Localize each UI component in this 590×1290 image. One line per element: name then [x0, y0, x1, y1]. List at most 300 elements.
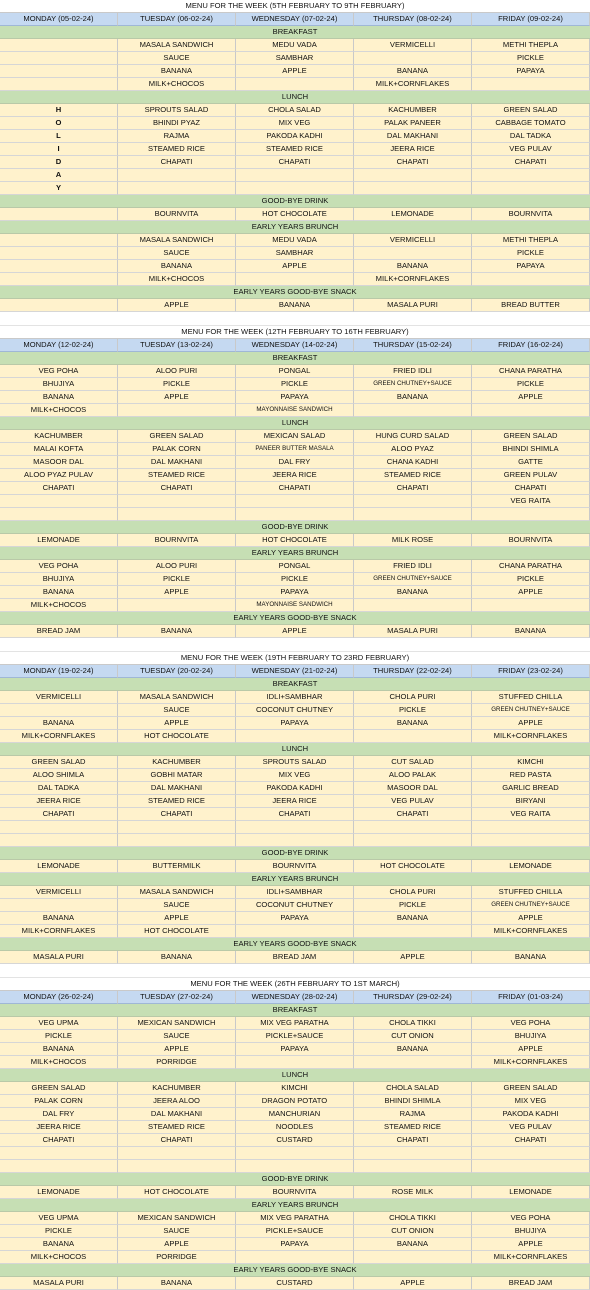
- menu-cell: NOODLES: [236, 1121, 354, 1134]
- menu-cell: PAPAYA: [236, 586, 354, 599]
- menu-cell: APPLE: [472, 391, 590, 404]
- day-header-row: [0, 13, 590, 26]
- menu-cell: PORRIDGE: [118, 1251, 236, 1264]
- menu-cell: CUT ONION: [354, 1030, 472, 1043]
- menu-cell: BREAD BUTTER: [472, 299, 590, 312]
- menu-cell: PICKLE: [472, 247, 590, 260]
- menu-cell: GATTE: [472, 456, 590, 469]
- week-title: MENU FOR THE WEEK (26TH FEBRUARY TO 1ST MARCH): [0, 978, 590, 991]
- menu-cell: APPLE: [118, 912, 236, 925]
- menu-row: [0, 495, 590, 508]
- menu-cell: [118, 834, 236, 847]
- menu-row: [0, 899, 590, 912]
- section-title: GOOD-BYE DRINK: [0, 1173, 590, 1186]
- menu-cell: BANANA: [118, 951, 236, 964]
- day-header-cell: TUESDAY (13-02-24): [118, 339, 236, 352]
- menu-cell: BANANA: [0, 586, 118, 599]
- menu-cell: DAL FRY: [0, 1108, 118, 1121]
- day-header-cell: WEDNESDAY (28-02-24): [236, 991, 354, 1004]
- section-title: EARLY YEARS GOOD-BYE SNACK: [0, 612, 590, 625]
- menu-row: [0, 104, 590, 117]
- menu-cell: CHANA PARATHA: [472, 365, 590, 378]
- day-header-cell: FRIDAY (01-03-24): [472, 991, 590, 1004]
- day-header-cell: TUESDAY (06-02-24): [118, 13, 236, 26]
- menu-cell: ALOO PALAK: [354, 769, 472, 782]
- menu-cell: APPLE: [354, 1277, 472, 1290]
- menu-cell: VEG PULAV: [354, 795, 472, 808]
- menu-cell: HOT CHOCOLATE: [118, 1186, 236, 1199]
- menu-cell: PONGAL: [236, 365, 354, 378]
- menu-cell: MILK+CORNFLAKES: [472, 1056, 590, 1069]
- menu-cell: BREAD JAM: [236, 951, 354, 964]
- menu-cell: CHAPATI: [354, 1134, 472, 1147]
- menu-cell: GREEN SALAD: [0, 756, 118, 769]
- menu-row: [0, 1212, 590, 1225]
- menu-cell: VEG POHA: [472, 1212, 590, 1225]
- menu-cell: [354, 1147, 472, 1160]
- menu-cell: PICKLE: [354, 899, 472, 912]
- week-title: MENU FOR THE WEEK (19TH FEBRUARY TO 23RD FEBRUARY): [0, 652, 590, 665]
- menu-cell: BANANA: [0, 1238, 118, 1251]
- menu-row: [0, 586, 590, 599]
- menu-row: [0, 1134, 590, 1147]
- menu-cell: [236, 730, 354, 743]
- menu-cell: [0, 78, 118, 91]
- menu-cell: BHINDI PYAZ: [118, 117, 236, 130]
- menu-cell: BANANA: [236, 299, 354, 312]
- menu-cell: JEERA RICE: [236, 469, 354, 482]
- menu-cell: CHOLA TIKKI: [354, 1017, 472, 1030]
- menu-cell: BANANA: [354, 586, 472, 599]
- menu-cell: METHI THEPLA: [472, 39, 590, 52]
- menu-cell: DAL MAKHANI: [118, 456, 236, 469]
- section-title: LUNCH: [0, 743, 590, 756]
- menu-cell: MILK+CORNFLAKES: [472, 730, 590, 743]
- menu-cell: MASALA SANDWICH: [118, 39, 236, 52]
- menu-cell: APPLE: [472, 717, 590, 730]
- menu-cell: BREAD JAM: [0, 625, 118, 638]
- menu-cell: PICKLE: [118, 573, 236, 586]
- menu-cell: L: [0, 130, 118, 143]
- menu-cell: BANANA: [354, 717, 472, 730]
- menu-row: [0, 1095, 590, 1108]
- section-title: GOOD-BYE DRINK: [0, 521, 590, 534]
- menu-row: [0, 260, 590, 273]
- menu-cell: BHUJIYA: [0, 378, 118, 391]
- menu-row: [0, 756, 590, 769]
- menu-cell: [472, 834, 590, 847]
- menu-cell: STEAMED RICE: [118, 795, 236, 808]
- menu-cell: APPLE: [354, 951, 472, 964]
- menu-cell: A: [0, 169, 118, 182]
- menu-cell: Y: [0, 182, 118, 195]
- menu-cell: [354, 52, 472, 65]
- menu-cell: I: [0, 143, 118, 156]
- menu-cell: [472, 1160, 590, 1173]
- section-title: GOOD-BYE DRINK: [0, 195, 590, 208]
- menu-cell: APPLE: [118, 1043, 236, 1056]
- menu-cell: PAPAYA: [472, 65, 590, 78]
- section-title: LUNCH: [0, 1069, 590, 1082]
- menu-cell: PAPAYA: [472, 260, 590, 273]
- week-block: [0, 652, 590, 978]
- menu-cell: GREEN CHUTNEY+SAUCE: [354, 378, 472, 391]
- menu-cell: [118, 599, 236, 612]
- menu-cell: METHI THEPLA: [472, 234, 590, 247]
- day-header-row: [0, 339, 590, 352]
- section-title: BREAKFAST: [0, 678, 590, 691]
- menu-cell: DAL MAKHANI: [118, 1108, 236, 1121]
- menu-cell: CHAPATI: [236, 156, 354, 169]
- menu-cell: BANANA: [0, 1043, 118, 1056]
- menu-cell: [354, 404, 472, 417]
- menu-cell: MIX VEG: [236, 117, 354, 130]
- menu-cell: PICKLE: [236, 573, 354, 586]
- menu-cell: VERMICELLI: [354, 39, 472, 52]
- menu-row: [0, 834, 590, 847]
- menu-cell: CHAPATI: [118, 156, 236, 169]
- menu-row: [0, 1082, 590, 1095]
- menu-cell: CHAPATI: [118, 482, 236, 495]
- menu-cell: VEG UPMA: [0, 1017, 118, 1030]
- menu-cell: [118, 821, 236, 834]
- section-title: EARLY YEARS BRUNCH: [0, 547, 590, 560]
- menu-cell: PICKLE: [472, 378, 590, 391]
- menu-cell: [118, 404, 236, 417]
- menu-cell: BANANA: [118, 260, 236, 273]
- menu-cell: BOURNVITA: [118, 208, 236, 221]
- menu-cell: ALOO PYAZ: [354, 443, 472, 456]
- menu-cell: JEERA RICE: [236, 795, 354, 808]
- menu-cell: H: [0, 104, 118, 117]
- menu-cell: STEAMED RICE: [354, 469, 472, 482]
- menu-cell: [0, 65, 118, 78]
- menu-cell: ALOO PYAZ PULAV: [0, 469, 118, 482]
- menu-cell: KACHUMBER: [118, 756, 236, 769]
- menu-cell: PICKLE+SAUCE: [236, 1225, 354, 1238]
- menu-cell: PICKLE: [354, 704, 472, 717]
- menu-cell: LEMONADE: [472, 860, 590, 873]
- day-header-cell: WEDNESDAY (07-02-24): [236, 13, 354, 26]
- menu-row: [0, 560, 590, 573]
- section-title: BREAKFAST: [0, 1004, 590, 1017]
- menu-cell: BANANA: [472, 625, 590, 638]
- day-header-cell: MONDAY (05-02-24): [0, 13, 118, 26]
- menu-cell: PALAK PANEER: [354, 117, 472, 130]
- menu-cell: ROSE MILK: [354, 1186, 472, 1199]
- menu-cell: JEERA RICE: [354, 143, 472, 156]
- menu-cell: JEERA RICE: [0, 1121, 118, 1134]
- menu-cell: MIX VEG PARATHA: [236, 1017, 354, 1030]
- menu-cell: APPLE: [472, 1238, 590, 1251]
- menu-cell: MASOOR DAL: [0, 456, 118, 469]
- menu-cell: VERMICELLI: [0, 691, 118, 704]
- menu-cell: CHAPATI: [118, 808, 236, 821]
- menu-cell: [0, 834, 118, 847]
- menu-cell: HOT CHOCOLATE: [236, 534, 354, 547]
- menu-cell: [0, 299, 118, 312]
- menu-cell: DAL TADKA: [0, 782, 118, 795]
- menu-cell: [354, 1251, 472, 1264]
- menu-row: [0, 925, 590, 938]
- menu-cell: [354, 821, 472, 834]
- menu-cell: CHAPATI: [354, 482, 472, 495]
- menu-cell: GREEN SALAD: [472, 430, 590, 443]
- menu-cell: RAJMA: [118, 130, 236, 143]
- week-title: MENU FOR THE WEEK (12TH FEBRUARY TO 16TH FEBRUARY): [0, 326, 590, 339]
- menu-cell: MAYONNAISE SANDWICH: [236, 404, 354, 417]
- menu-row: [0, 795, 590, 808]
- menu-cell: GREEN PULAV: [472, 469, 590, 482]
- menu-cell: [354, 834, 472, 847]
- day-header-cell: WEDNESDAY (21-02-24): [236, 665, 354, 678]
- menu-cell: BANANA: [118, 1277, 236, 1290]
- menu-cell: PANEER BUTTER MASALA: [236, 443, 354, 456]
- week-block: [0, 326, 590, 652]
- menu-row: [0, 378, 590, 391]
- menu-cell: BHUJIYA: [0, 573, 118, 586]
- menu-row: [0, 1147, 590, 1160]
- menu-cell: BANANA: [354, 1043, 472, 1056]
- menu-cell: BHUJIYA: [472, 1225, 590, 1238]
- menu-cell: MILK+CORNFLAKES: [472, 925, 590, 938]
- menu-row: [0, 860, 590, 873]
- day-header-cell: MONDAY (19-02-24): [0, 665, 118, 678]
- menu-cell: GREEN SALAD: [472, 104, 590, 117]
- menu-cell: [472, 404, 590, 417]
- menu-cell: [118, 508, 236, 521]
- menu-cell: SAUCE: [118, 1225, 236, 1238]
- menu-row: [0, 730, 590, 743]
- menu-cell: SAUCE: [118, 52, 236, 65]
- menu-row: [0, 508, 590, 521]
- menu-cell: HOT CHOCOLATE: [118, 730, 236, 743]
- menu-row: [0, 469, 590, 482]
- menu-row: [0, 247, 590, 260]
- menu-cell: [236, 495, 354, 508]
- menu-row: [0, 1030, 590, 1043]
- menu-cell: [354, 925, 472, 938]
- menu-row: [0, 625, 590, 638]
- day-header-cell: THURSDAY (08-02-24): [354, 13, 472, 26]
- menu-row: [0, 52, 590, 65]
- day-header-cell: THURSDAY (22-02-24): [354, 665, 472, 678]
- menu-cell: CHAPATI: [118, 1134, 236, 1147]
- day-header-cell: FRIDAY (09-02-24): [472, 13, 590, 26]
- menu-cell: D: [0, 156, 118, 169]
- menu-cell: [236, 821, 354, 834]
- menu-cell: PONGAL: [236, 560, 354, 573]
- menu-cell: BANANA: [354, 1238, 472, 1251]
- menu-row: [0, 143, 590, 156]
- menu-cell: BANANA: [0, 912, 118, 925]
- menu-cell: STEAMED RICE: [118, 143, 236, 156]
- menu-cell: PAKODA KADHI: [236, 130, 354, 143]
- section-title: BREAKFAST: [0, 352, 590, 365]
- menu-row: [0, 1277, 590, 1290]
- menu-cell: [472, 273, 590, 286]
- menu-cell: PICKLE: [236, 378, 354, 391]
- menu-row: [0, 391, 590, 404]
- menu-cell: PICKLE+SAUCE: [236, 1030, 354, 1043]
- menu-row: [0, 299, 590, 312]
- day-header-row: [0, 665, 590, 678]
- menu-cell: [0, 899, 118, 912]
- menu-cell: LEMONADE: [354, 208, 472, 221]
- menu-cell: BHINDI SHIMLA: [354, 1095, 472, 1108]
- menu-cell: CABBAGE TOMATO: [472, 117, 590, 130]
- menu-row: [0, 573, 590, 586]
- menu-row: [0, 1238, 590, 1251]
- menu-cell: MASALA SANDWICH: [118, 886, 236, 899]
- menu-cell: BANANA: [118, 625, 236, 638]
- menu-row: [0, 1186, 590, 1199]
- menu-cell: PICKLE: [0, 1225, 118, 1238]
- menu-cell: [354, 182, 472, 195]
- menu-cell: [354, 508, 472, 521]
- menu-cell: MILK+CORNFLAKES: [354, 78, 472, 91]
- menu-row: [0, 65, 590, 78]
- menu-cell: MASOOR DAL: [354, 782, 472, 795]
- menu-cell: HOT CHOCOLATE: [118, 925, 236, 938]
- menu-cell: MASALA PURI: [354, 625, 472, 638]
- menu-cell: DRAGON POTATO: [236, 1095, 354, 1108]
- menu-row: [0, 234, 590, 247]
- menu-row: [0, 1043, 590, 1056]
- menu-cell: [472, 599, 590, 612]
- menu-cell: [118, 182, 236, 195]
- menu-cell: MASALA PURI: [0, 1277, 118, 1290]
- day-header-cell: MONDAY (26-02-24): [0, 991, 118, 1004]
- menu-cell: KACHUMBER: [118, 1082, 236, 1095]
- menu-cell: CUT ONION: [354, 1225, 472, 1238]
- menu-cell: STUFFED CHILLA: [472, 886, 590, 899]
- menu-cell: SAUCE: [118, 247, 236, 260]
- menu-cell: STEAMED RICE: [118, 469, 236, 482]
- menu-cell: [118, 1160, 236, 1173]
- menu-cell: APPLE: [236, 260, 354, 273]
- section-title: BREAKFAST: [0, 26, 590, 39]
- menu-cell: CUSTARD: [236, 1277, 354, 1290]
- menu-cell: [0, 39, 118, 52]
- menu-cell: KACHUMBER: [354, 104, 472, 117]
- menu-row: [0, 365, 590, 378]
- menu-row: [0, 808, 590, 821]
- day-header-cell: FRIDAY (16-02-24): [472, 339, 590, 352]
- day-header-cell: TUESDAY (27-02-24): [118, 991, 236, 1004]
- menu-cell: MEXICAN SANDWICH: [118, 1212, 236, 1225]
- day-header-cell: WEDNESDAY (14-02-24): [236, 339, 354, 352]
- menu-cell: SAMBHAR: [236, 52, 354, 65]
- menu-cell: CHOLA SALAD: [354, 1082, 472, 1095]
- menu-row: [0, 39, 590, 52]
- menu-cell: [0, 52, 118, 65]
- menu-cell: APPLE: [118, 391, 236, 404]
- menu-cell: VEG POHA: [472, 1017, 590, 1030]
- menu-cell: ALOO PURI: [118, 365, 236, 378]
- menu-cell: IDLI+SAMBHAR: [236, 691, 354, 704]
- menu-cell: BIRYANI: [472, 795, 590, 808]
- menu-cell: O: [0, 117, 118, 130]
- menu-row: [0, 691, 590, 704]
- section-title: EARLY YEARS GOOD-BYE SNACK: [0, 1264, 590, 1277]
- menu-cell: CHAPATI: [0, 482, 118, 495]
- section-title: LUNCH: [0, 417, 590, 430]
- menu-cell: PALAK CORN: [0, 1095, 118, 1108]
- menu-cell: GARLIC BREAD: [472, 782, 590, 795]
- menu-cell: MILK+CHOCOS: [0, 599, 118, 612]
- menu-cell: CHAPATI: [236, 808, 354, 821]
- menu-cell: [354, 1056, 472, 1069]
- menu-cell: [0, 1147, 118, 1160]
- menu-cell: BOURNVITA: [236, 860, 354, 873]
- menu-cell: [236, 925, 354, 938]
- menu-cell: LEMONADE: [472, 1186, 590, 1199]
- menu-cell: APPLE: [118, 586, 236, 599]
- menu-cell: [0, 508, 118, 521]
- menu-row: [0, 951, 590, 964]
- spacer-row: [0, 312, 590, 326]
- menu-cell: RAJMA: [354, 1108, 472, 1121]
- menu-cell: [472, 1147, 590, 1160]
- menu-cell: PICKLE: [118, 378, 236, 391]
- menu-cell: [236, 1251, 354, 1264]
- menu-cell: GREEN SALAD: [472, 1082, 590, 1095]
- menu-cell: MILK+CORNFLAKES: [472, 1251, 590, 1264]
- menu-cell: [354, 247, 472, 260]
- menu-cell: [354, 599, 472, 612]
- menu-row: [0, 534, 590, 547]
- menu-cell: STUFFED CHILLA: [472, 691, 590, 704]
- menu-cell: LEMONADE: [0, 534, 118, 547]
- menu-cell: CHAPATI: [472, 156, 590, 169]
- menu-row: [0, 782, 590, 795]
- menu-cell: MEXICAN SALAD: [236, 430, 354, 443]
- menu-cell: BOURNVITA: [472, 534, 590, 547]
- day-header-cell: FRIDAY (23-02-24): [472, 665, 590, 678]
- menu-cell: VEG RAITA: [472, 495, 590, 508]
- menu-cell: BHUJIYA: [472, 1030, 590, 1043]
- menu-row: [0, 599, 590, 612]
- menu-cell: [0, 234, 118, 247]
- menu-cell: CUT SALAD: [354, 756, 472, 769]
- week-block: [0, 0, 590, 326]
- menu-row: [0, 117, 590, 130]
- spacer-row: [0, 638, 590, 652]
- menu-cell: MILK+CHOCOS: [118, 78, 236, 91]
- menu-row: [0, 443, 590, 456]
- menu-cell: SAUCE: [118, 704, 236, 717]
- menu-row: [0, 78, 590, 91]
- menu-cell: SAUCE: [118, 1030, 236, 1043]
- menu-cell: [0, 704, 118, 717]
- menu-cell: BOURNVITA: [472, 208, 590, 221]
- menu-row: [0, 456, 590, 469]
- menu-cell: [354, 495, 472, 508]
- menu-cell: CHAPATI: [472, 1134, 590, 1147]
- menu-cell: PAKODA KADHI: [472, 1108, 590, 1121]
- menu-cell: GREEN CHUTNEY+SAUCE: [354, 573, 472, 586]
- menu-row: [0, 704, 590, 717]
- menu-cell: VEG POHA: [0, 365, 118, 378]
- menu-cell: [472, 508, 590, 521]
- menu-cell: [236, 1147, 354, 1160]
- menu-cell: CHAPATI: [0, 1134, 118, 1147]
- menu-cell: MASALA PURI: [0, 951, 118, 964]
- menu-cell: CHAPATI: [354, 808, 472, 821]
- menu-cell: APPLE: [472, 912, 590, 925]
- menu-cell: ALOO SHIMLA: [0, 769, 118, 782]
